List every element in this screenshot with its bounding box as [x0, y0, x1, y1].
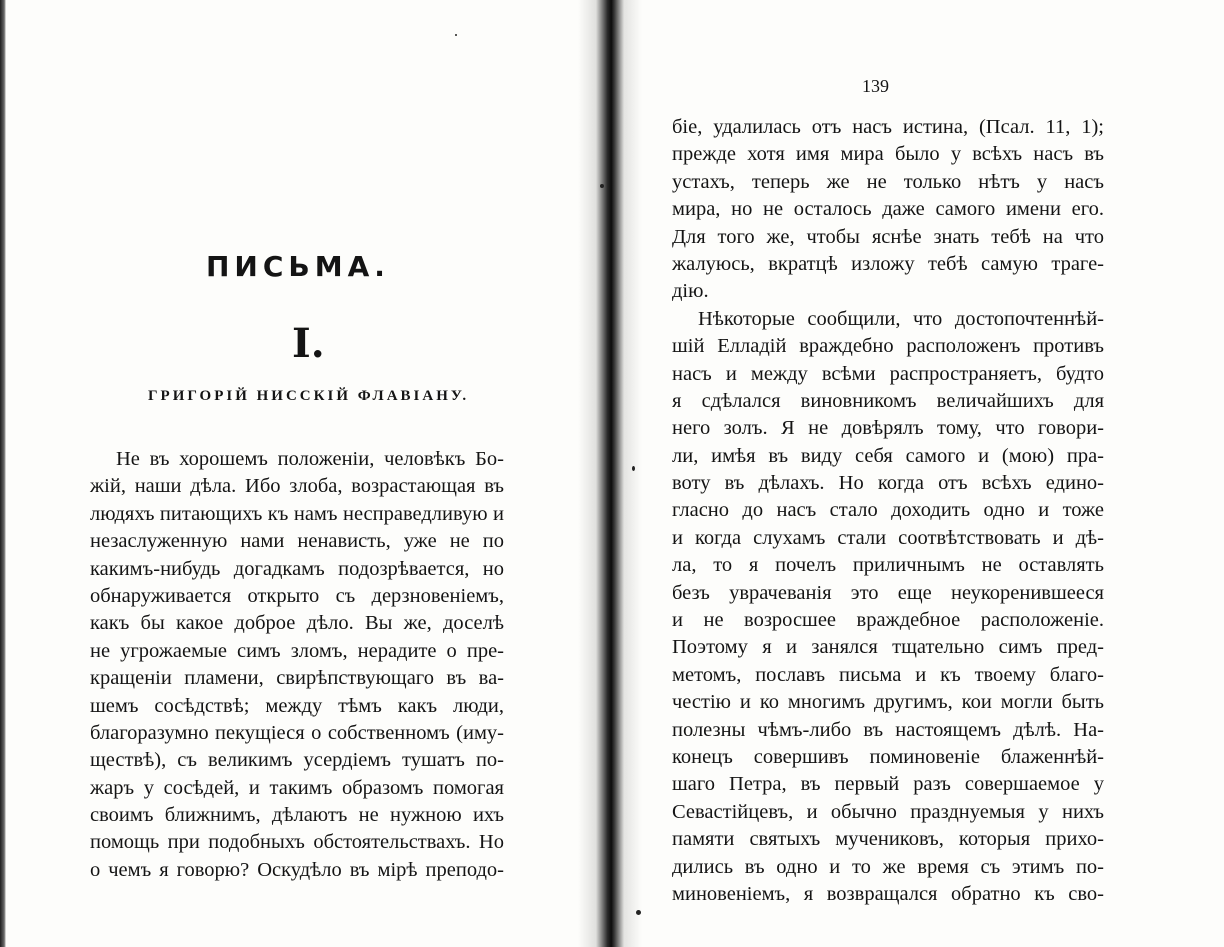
book-gutter [578, 0, 642, 947]
left-page [10, 0, 580, 947]
text-line: шаго Петра, въ первый разъ совершаемое у [672, 773, 1104, 796]
text-line: какъ бы какое доброе дѣло. Вы же, доселѣ [90, 612, 504, 635]
text-line: шій Елладій враждебно расположенъ противъ [672, 335, 1104, 358]
text-line: прежде хотя имя мира было у всѣхъ насъ въ [672, 143, 1104, 166]
scan-speck [600, 184, 604, 188]
text-line: безъ уврачеванія это еще неукоренившееся [672, 581, 1104, 604]
text-line: людяхъ питающихъ къ намъ несправедливую и [90, 502, 504, 525]
text-line: своимъ ближнимъ, дѣлаютъ не нужною ихъ [90, 804, 504, 827]
page-number: 139 [862, 76, 889, 96]
text-line: ществѣ), съ великимъ усердіемъ тушатъ по- [90, 749, 504, 772]
text-line: жій, наши дѣла. Ибо злоба, возрастающая въ [90, 475, 504, 498]
text-line: Севастійцевъ, и обычно празднуемыя у нихъ [672, 800, 1104, 823]
right-page-body [672, 114, 1104, 908]
text-line: памяти святыхъ мучениковъ, которыя прихо- [672, 828, 1104, 851]
text-line: миновеніемъ, я возвращался обратно къ сво- [672, 882, 1104, 905]
text-line: дились въ одно и то же время съ этимъ по- [672, 855, 1104, 878]
text-line: дію. [672, 280, 709, 303]
text-line: конецъ совершивъ поминовеніе блаженнѣй- [672, 745, 1104, 768]
text-line: и не возросшее враждебное расположеніе. [672, 609, 1104, 632]
text-line: жаръ у сосѣдей, и такимъ образомъ помогая [90, 776, 504, 799]
scan-speck [632, 466, 635, 471]
text-line: устахъ, теперь же не только нѣтъ у насъ [672, 170, 1104, 193]
text-line: кращеніи пламени, свирѣпствующаго въ ва- [90, 667, 504, 690]
text-line: насъ и между всѣми распространяетъ, будто [672, 362, 1104, 385]
text-line: не угрожаемые симъ зломъ, нерадите о пре- [90, 639, 504, 662]
text-line: мира, но не осталось даже самого имени его. [672, 198, 1104, 221]
text-line: біе, удалилась отъ насъ истина, (Псал. 11, 1); [672, 116, 1104, 138]
left-page-body [90, 446, 504, 884]
text-line: Для того же, чтобы яснѣе знать тебѣ на что [672, 225, 1104, 248]
text-line: ли, имѣя въ виду себя самого и (мою) пра- [672, 444, 1104, 467]
scan-speck [455, 34, 457, 36]
text-line: метомъ, пославъ письма и къ твоему благо- [672, 663, 1104, 686]
text-line: жалуюсь, вкратцѣ изложу тебѣ самую траге- [672, 252, 1104, 275]
text-line: обнаруживается открыто съ дерзновеніемъ, [90, 584, 504, 607]
text-line: какимъ-нибудь догадкамъ подозрѣвается, но [90, 557, 504, 580]
text-line: него золъ. Я не довѣрялъ тому, что говори- [672, 417, 1104, 440]
text-line: о чемъ я говорю? Оскудѣло въ мірѣ преподо- [90, 858, 504, 881]
text-line: ла, то я почелъ приличнымъ не оставлять [672, 554, 1104, 577]
letter-number: I. [292, 320, 325, 367]
left-binding-edge [0, 0, 6, 947]
scan-speck [636, 910, 641, 915]
text-line: шемъ сосѣдствѣ; между тѣмъ какъ люди, [90, 694, 504, 717]
text-line: незаслуженную нами ненависть, уже не по [90, 530, 504, 553]
letter-title: ГРИГОРІЙ НИССКІЙ ФЛАВІАНУ. [148, 388, 470, 404]
text-line: помощь при подобныхъ обстоятельствахъ. Но [90, 831, 504, 854]
text-line: честію и ко многимъ другимъ, кои могли быть [672, 691, 1104, 714]
text-line: воту въ дѣлахъ. Но когда отъ всѣхъ едино- [672, 472, 1104, 495]
text-line: полезны чѣмъ-либо въ настоящемъ дѣлѣ. На- [672, 718, 1104, 741]
text-line: Поэтому я и занялся тщательно симъ пред- [672, 636, 1104, 659]
text-line: гласно до насъ стало доходить одно и тоже [672, 499, 1104, 522]
chapter-heading: ПИСЬМА. [206, 250, 390, 283]
text-line: Нѣкоторые сообщили, что достопочтеннѣй- [698, 307, 1104, 330]
text-line: благоразумно пекущіеся о собственномъ (иму- [90, 721, 504, 744]
right-page [642, 0, 1224, 947]
text-line: Не въ хорошемъ положеніи, человѣкъ Бо- [116, 448, 504, 470]
text-line: и когда слухамъ стали соотвѣтствовать и дѣ- [672, 526, 1104, 549]
text-line: я сдѣлался виновникомъ величайшихъ для [672, 389, 1104, 412]
